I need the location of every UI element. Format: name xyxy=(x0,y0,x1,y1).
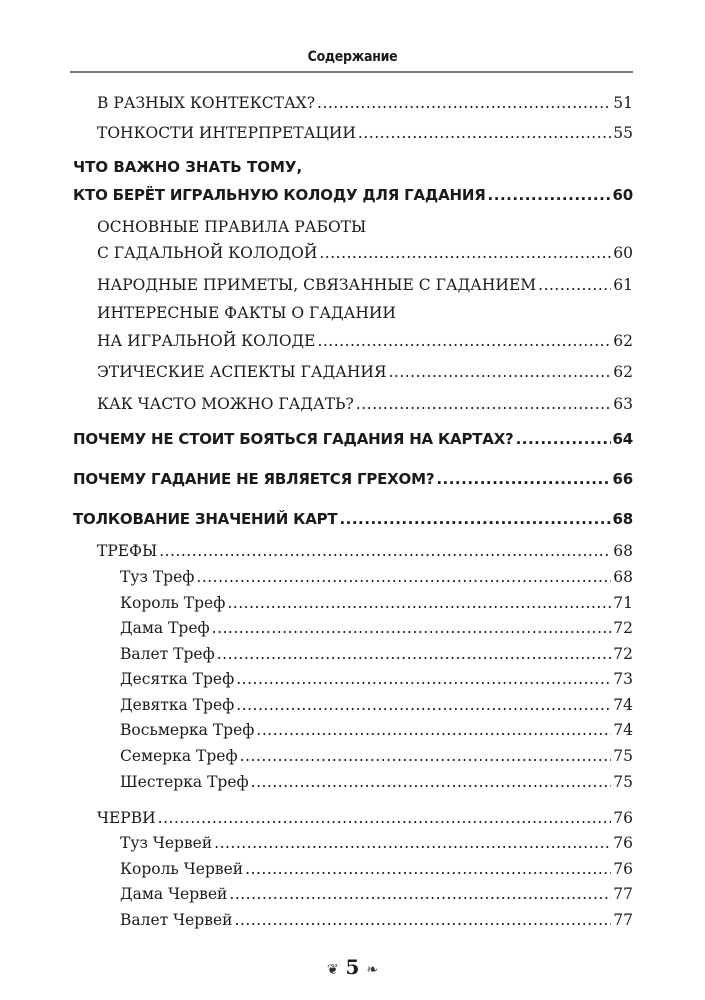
toc-entry-title: Дама Треф xyxy=(120,619,210,637)
toc-entry[interactable] xyxy=(97,538,633,564)
toc-entry-title: Туз Треф xyxy=(120,568,195,586)
toc-entry-title: ТОНКОСТИ ИНТЕРПРЕТАЦИИ xyxy=(97,124,356,142)
toc-page-number: 77 xyxy=(613,885,633,903)
dot-leader xyxy=(436,466,610,492)
dot-leader xyxy=(488,182,611,208)
dot-leader xyxy=(214,830,611,856)
toc-page-number: 60 xyxy=(612,186,633,204)
running-header: Содержание xyxy=(307,49,398,65)
toc-entry[interactable] xyxy=(73,466,633,492)
toc-entry[interactable] xyxy=(120,590,633,616)
dot-leader xyxy=(234,907,611,933)
toc-entry[interactable] xyxy=(97,359,633,385)
toc-entry-title: Дама Червей xyxy=(120,885,228,903)
toc-entry[interactable] xyxy=(120,564,633,590)
toc-entry[interactable] xyxy=(97,120,633,146)
toc-entry[interactable] xyxy=(120,881,633,907)
dot-leader xyxy=(196,564,611,590)
toc-page-number: 73 xyxy=(613,670,633,688)
dot-leader xyxy=(358,120,611,146)
toc-page-number: 62 xyxy=(613,363,633,381)
dot-leader xyxy=(388,359,611,385)
toc-entry-title: Десятка Треф xyxy=(120,670,235,688)
dot-leader xyxy=(339,506,610,532)
toc-page-number: 72 xyxy=(613,645,633,663)
toc-entry-title: Шестерка Треф xyxy=(120,773,249,791)
toc-entry[interactable] xyxy=(120,769,633,795)
toc-entry[interactable] xyxy=(120,856,633,882)
dot-leader xyxy=(356,391,611,417)
dot-leader xyxy=(217,641,612,667)
toc-page-number: 64 xyxy=(612,430,633,448)
toc-entry[interactable] xyxy=(120,743,633,769)
toc-entry-title: В РАЗНЫХ КОНТЕКСТАХ? xyxy=(97,94,316,112)
toc-entry[interactable] xyxy=(120,692,633,718)
toc-entry-title: Валет Червей xyxy=(120,911,233,929)
toc-page-number: 75 xyxy=(613,747,633,765)
toc-page-number: 68 xyxy=(613,542,633,560)
dot-leader xyxy=(158,805,612,831)
toc-entry-title: Туз Червей xyxy=(120,834,213,852)
toc-entry-title: ТОЛКОВАНИЕ ЗНАЧЕНИЙ КАРТ xyxy=(73,510,338,528)
page-footer xyxy=(0,955,705,979)
toc-entry-title: С ГАДАЛЬНОЙ КОЛОДОЙ xyxy=(97,244,318,262)
toc-page-number: 68 xyxy=(612,510,633,528)
dot-leader xyxy=(236,666,611,692)
toc-entry[interactable] xyxy=(120,666,633,692)
toc-entry-title: ЭТИЧЕСКИЕ АСПЕКТЫ ГАДАНИЯ xyxy=(97,363,387,381)
toc-entry[interactable] xyxy=(120,615,633,641)
ornament-left-icon: ❦ xyxy=(326,962,339,978)
toc-page-number: 76 xyxy=(613,809,633,827)
toc-entry[interactable] xyxy=(120,717,633,743)
dot-leader xyxy=(319,240,611,266)
toc-entry[interactable] xyxy=(97,328,633,354)
toc-entry[interactable] xyxy=(120,830,633,856)
dot-leader xyxy=(317,90,611,116)
toc-entry[interactable] xyxy=(97,805,633,831)
toc-page-number: 55 xyxy=(613,124,633,142)
toc-page-number: 63 xyxy=(613,395,633,413)
toc-entry-line: ЧТО ВАЖНО ЗНАТЬ ТОМУ, xyxy=(73,158,303,176)
toc-entry-title: Семерка Треф xyxy=(120,747,238,765)
toc-page-number: 66 xyxy=(612,470,633,488)
toc-page-number: 76 xyxy=(613,860,633,878)
dot-leader xyxy=(317,328,611,354)
toc-entry-title: КТО БЕРЁТ ИГРАЛЬНУЮ КОЛОДУ ДЛЯ ГАДАНИЯ xyxy=(73,186,486,204)
toc-entry-title: НА ИГРАЛЬНОЙ КОЛОДЕ xyxy=(97,332,316,350)
page-number: 5 xyxy=(345,955,360,979)
dot-leader xyxy=(159,538,611,564)
toc-entry[interactable] xyxy=(97,272,633,298)
toc-entry[interactable] xyxy=(97,240,633,266)
toc-page-number: 72 xyxy=(613,619,633,637)
toc-entry-title: НАРОДНЫЕ ПРИМЕТЫ, СВЯЗАННЫЕ С ГАДАНИЕМ xyxy=(97,276,537,294)
toc-page-number: 62 xyxy=(613,332,633,350)
toc-entry-title: ПОЧЕМУ НЕ СТОИТ БОЯТЬСЯ ГАДАНИЯ НА КАРТАХ? xyxy=(73,430,514,448)
toc-page-number: 77 xyxy=(613,911,633,929)
toc-entry-title: КАК ЧАСТО МОЖНО ГАДАТЬ? xyxy=(97,395,354,413)
toc-page-number: 68 xyxy=(613,568,633,586)
toc-entry[interactable] xyxy=(120,641,633,667)
dot-leader xyxy=(227,590,611,616)
toc-entry-line: ОСНОВНЫЕ ПРАВИЛА РАБОТЫ xyxy=(97,218,367,236)
toc-entry[interactable] xyxy=(97,391,633,417)
toc-entry[interactable] xyxy=(97,90,633,116)
toc-entry-line: ИНТЕРЕСНЫЕ ФАКТЫ О ГАДАНИИ xyxy=(97,304,396,322)
toc-entry-title: Девятка Треф xyxy=(120,696,235,714)
toc-page-number: 60 xyxy=(613,244,633,262)
dot-leader xyxy=(229,881,611,907)
toc-entry-title: Восьмерка Треф xyxy=(120,721,255,739)
toc-entry-title: ЧЕРВИ xyxy=(97,809,156,827)
dot-leader xyxy=(538,272,611,298)
dot-leader xyxy=(251,769,612,795)
toc-page-number: 75 xyxy=(613,773,633,791)
toc-page-number: 61 xyxy=(613,276,633,294)
toc-page-number: 71 xyxy=(613,594,633,612)
toc-entry-title: Король Червей xyxy=(120,860,244,878)
toc-entry[interactable] xyxy=(120,907,633,933)
toc-entry-title: Король Треф xyxy=(120,594,226,612)
toc-entry[interactable] xyxy=(73,506,633,532)
dot-leader xyxy=(212,615,612,641)
toc-page-number: 74 xyxy=(613,721,633,739)
dot-leader xyxy=(516,426,611,452)
toc-entry-title: ТРЕФЫ xyxy=(97,542,158,560)
toc-entry[interactable] xyxy=(73,426,633,452)
ornament-right-icon: ❧ xyxy=(366,962,379,978)
header-divider xyxy=(70,71,633,73)
toc-entry-title: ПОЧЕМУ ГАДАНИЕ НЕ ЯВЛЯЕТСЯ ГРЕХОМ? xyxy=(73,470,435,488)
toc-page-number: 51 xyxy=(613,94,633,112)
toc-entry[interactable] xyxy=(73,182,633,208)
dot-leader xyxy=(245,856,611,882)
toc-page-number: 76 xyxy=(613,834,633,852)
toc-entry-title: Валет Треф xyxy=(120,645,215,663)
dot-leader xyxy=(236,692,611,718)
toc-page-number: 74 xyxy=(613,696,633,714)
dot-leader xyxy=(256,717,611,743)
dot-leader xyxy=(240,743,612,769)
